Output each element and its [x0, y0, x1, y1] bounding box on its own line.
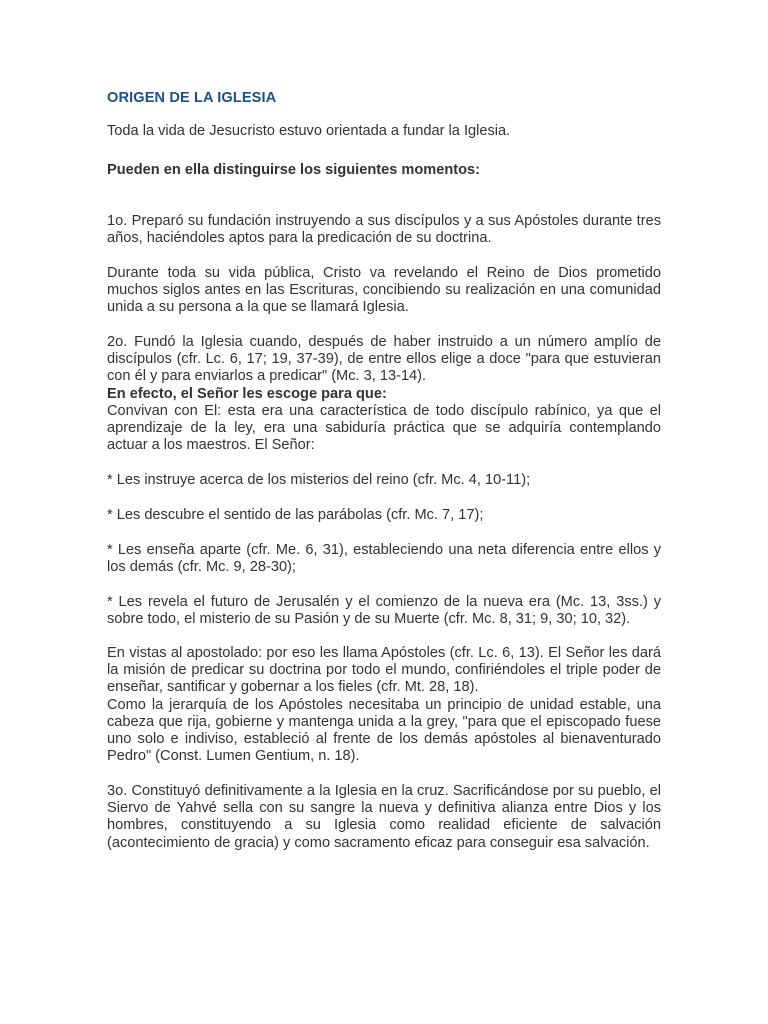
bullet-item-4: * Les revela el futuro de Jerusalén y el comienzo de la nueva era (Mc. 13, 3ss.) y sobre todo, el misterio de su Pasión y de su Muerte (cfr. Mc. 8, 31; 9, 30; 10, 32).: [107, 594, 661, 628]
paragraph-3-continuation: Convivan con El: esta era una característica de todo discípulo rabínico, ya que el aprendizaje de la ley, era una sabiduría práctica que se adquiría contemplando actuar a los maestros. El Señor:: [107, 402, 661, 454]
bullet-item-2: * Les descubre el sentido de las parábolas (cfr. Mc. 7, 17);: [107, 507, 484, 523]
bullet-item-3: * Les enseña aparte (cfr. Me. 6, 31), estableciendo una neta diferencia entre ellos y los demás (cfr. Mc. 9, 28-30);: [107, 542, 661, 576]
paragraph-5: Como la jerarquía de los Apóstoles necesitaba un principio de unidad estable, una cabeza que rija, gobierne y mantenga unida a la grey, "para que el episcopado fuese uno solo e indiviso, estableció al frente de los demás apóstoles al bienaventurado Pedro" (Const. Lumen Gentium, n. 18).: [107, 696, 661, 765]
paragraph-4-group: [107, 645, 661, 765]
paragraph-1: 1o. Preparó su fundación instruyendo a sus discípulos y a sus Apóstoles durante tres años, haciéndoles aptos para la predicación de su doctrina.: [107, 213, 661, 247]
paragraph-3-bold-line: En efecto, el Señor les escoge para que:: [107, 385, 387, 402]
document-title: ORIGEN DE LA IGLESIA: [107, 90, 277, 106]
paragraph-2: Durante toda su vida pública, Cristo va revelando el Reino de Dios prometido muchos siglos antes en las Escrituras, concibiendo su realización en una comunidad unida a su persona a la que se llamará Iglesia.: [107, 265, 661, 316]
intro-paragraph: Toda la vida de Jesucristo estuvo orientada a fundar la Iglesia.: [107, 123, 511, 139]
bullet-item-1: * Les instruye acerca de los misterios del reino (cfr. Mc. 4, 10-11);: [107, 472, 531, 488]
paragraph-6: 3o. Constituyó definitivamente a la Iglesia en la cruz. Sacrificándose por su pueblo, el Siervo de Yahvé sella con su sangre la nueva y definitiva alianza entre Dios y los hombres, constituyendo a su Iglesia como realidad eficiente de salvación (acontecimiento de gracia) y como sacramento eficaz para conseguir esa salvación.: [107, 783, 661, 851]
paragraph-3: 2o. Fundó la Iglesia cuando, después de haber instruido a un número amplío de discípulos (cfr. Lc. 6, 17; 19, 37-39), de entre ellos elige a doce "para que estuvieran con él y para enviarlos a predicar" (Mc. 3, 13-14).: [107, 334, 661, 385]
subheading: Pueden en ella distinguirse los siguientes momentos:: [107, 162, 481, 178]
paragraph-4: En vistas al apostolado: por eso les llama Apóstoles (cfr. Lc. 6, 13). El Señor les dará la misión de predicar su doctrina por todo el mundo, confiriéndoles el triple poder de enseñar, santificar y gobernar a los fieles (cfr. Mt. 28, 18).: [107, 645, 661, 696]
paragraph-3-group: [107, 334, 661, 454]
